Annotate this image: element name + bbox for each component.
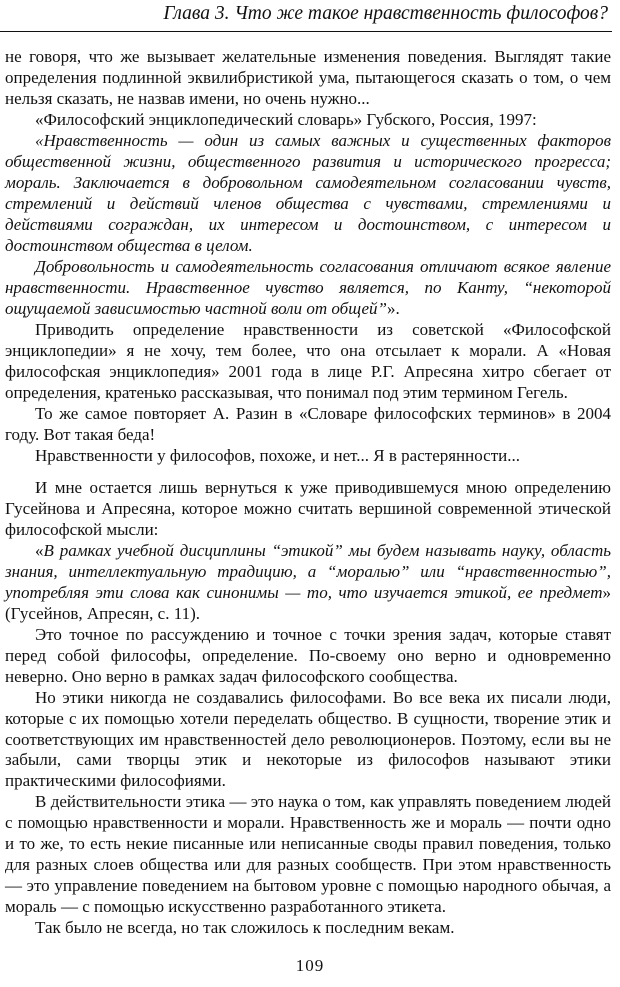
paragraph-10: Это точное по рассуждению и точное с точки зрения задач, которые ставят перед собой философы, определение. По-своему оно верно и одновременно неверно. Оно верно в рамках задач философского сообщества. [5, 624, 611, 686]
quote-guseinov-tail: » (Гусейнов, Апресян, с. 11). [5, 582, 611, 623]
page-body [5, 47, 611, 939]
running-header: Глава 3. Что же такое нравственность философов? [163, 3, 608, 24]
paragraph-2: «Философский энциклопедический словарь» Губского, Россия, 1997: [35, 109, 537, 129]
quote-kant-close: ». [386, 298, 400, 318]
quote-kant-text: Добровольность и самодеятельность согласования отличают всякое явление нравственности. Нравственное чувство является, по Канту, “некоторой ощущаемой зависимостью частной воли от общей” [5, 256, 611, 318]
paragraph-6: То же самое повторяет А. Разин в «Словаре философских терминов» в 2004 году. Вот такая беда! [5, 403, 611, 444]
page-number: 109 [295, 956, 325, 975]
quote-guseinov [5, 541, 611, 625]
paragraph-8: И мне остается лишь вернуться к уже приводившемуся мною определению Гусейнова и Апресяна, которое можно считать вершиной современной этической философской мысли: [5, 477, 611, 539]
quote-definition: «Нравственность — один из самых важных и существенных факторов общественной жизни, общественного развития и исторического прогресса; мораль. Заключается в добровольном самодеятельном согласовании чувств, стремлений и действий членов общества с чувствами, стремлениями и действиями сограждан, их интересом и достоинством, с интересом и достоинством общества в целом. [5, 130, 611, 255]
paragraph-5: Приводить определение нравственности из советской «Философской энциклопедии» я не хочу, тем более, что она отсылает к морали. А «Новая философская энциклопедия» 2001 года в лице Р.Г. Апресяна хитро сбегает от определения, кратенько рассказывая, что понимал под этим термином Гегель. [5, 319, 611, 402]
paragraph-11: Но этики никогда не создавались философами. Во все века их писали люди, которые с их помощью хотели переделать общество. В сущности, творение этик и соответствующих им нравственностей дело революционеров. Поэтому, если вы не забыли, сами творцы этик и некоторые из философов называют этики практическими философиями. [5, 687, 611, 791]
paragraph-1: не говоря, что же вызывает желательные изменения поведения. Выглядят такие определения подлинной эквилибристикой ума, пытающегося сказать о том, о чем нельзя сказать, не назвав имени, но очень нужно... [5, 47, 611, 108]
quote-kant [5, 257, 611, 320]
header-rule [0, 31, 612, 32]
quote-guseinov-open: « [35, 540, 44, 560]
paragraph-7: Нравственности у философов, похоже, и нет... Я в растерянности... [35, 445, 520, 465]
paragraph-13: Так было не всегда, но так сложилось к последним векам. [35, 918, 455, 938]
quote-guseinov-text: В рамках учебной дисциплины “этикой” мы будем называть науку, область знания, интеллектуальную традицию, а “моралью” или “нравственностью”, употребляя эти слова как синонимы — то, что изучается этикой, ее предмет [5, 540, 611, 602]
paragraph-12: В действительности этика — это наука о том, как управлять поведением людей с помощью нравственности и морали. Нравственность же и мораль — почти одно и то же, то есть некие писанные или неписанные своды правил поведения, только для разных слоев общества или для разных сообществ. При этом нравственность — это управление поведением на бытовом уровне с помощью народного обычая, а мораль — с помощью искусственно разработанного этикета. [5, 792, 611, 917]
